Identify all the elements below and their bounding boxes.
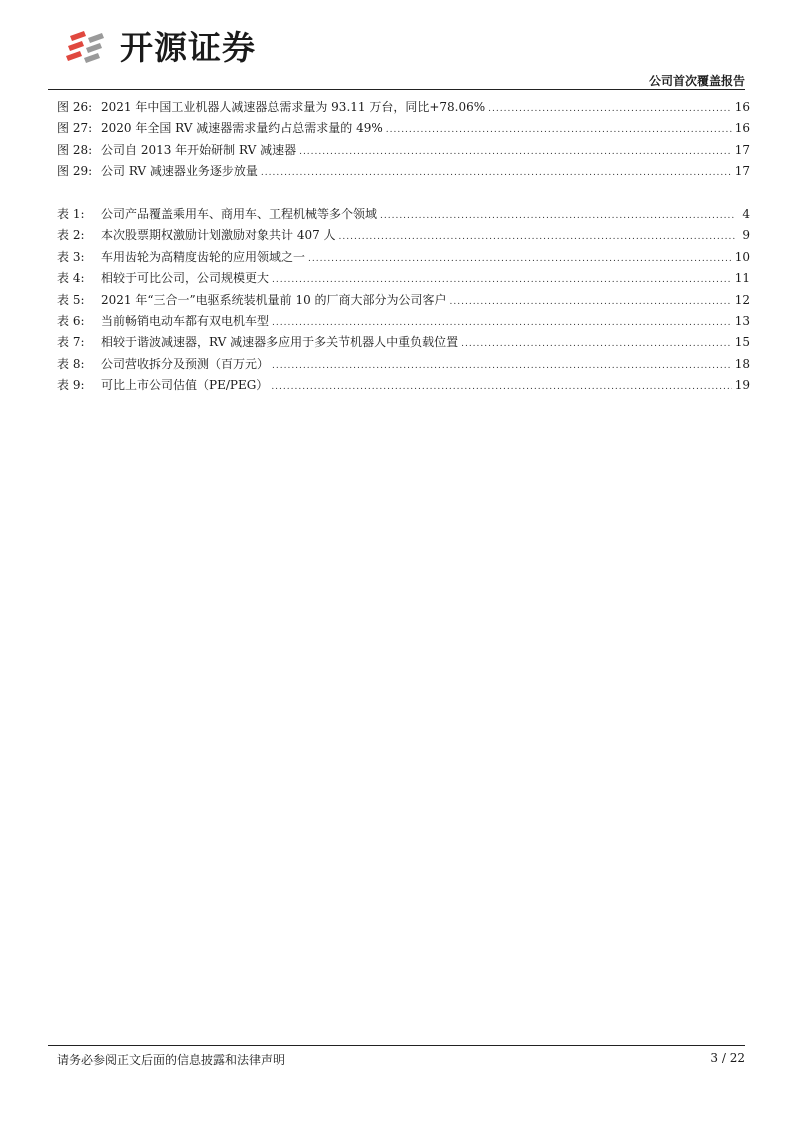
- toc-item-prefix: 表 2:: [57, 228, 85, 243]
- toc-item-page: 17: [734, 164, 750, 179]
- toc-item-page: 18: [734, 356, 750, 371]
- toc-leader-dots: [308, 249, 732, 270]
- toc-item-prefix: 表 9:: [57, 378, 85, 393]
- kaiyuan-logo-icon: [64, 28, 110, 68]
- toc-item-table-8[interactable]: [57, 354, 750, 375]
- toc-item-title: 相较于可比公司，公司规模更大: [101, 271, 270, 286]
- toc-item-prefix: 表 6:: [57, 313, 85, 328]
- toc-item-page: 19: [734, 378, 750, 393]
- toc-item-prefix: 表 5:: [57, 292, 85, 307]
- toc-item-table-4[interactable]: [57, 268, 750, 289]
- logo-text: 开源证券: [120, 28, 256, 67]
- header-divider: [48, 89, 745, 90]
- toc-item-title: 公司产品覆盖乘用车、商用车、工程机械等多个领域: [101, 207, 378, 221]
- page-number: 3 / 22: [710, 1051, 745, 1065]
- toc-item-page: 16: [734, 100, 750, 114]
- toc-item-title: 本次股票期权激励计划激励对象共计 407 人: [101, 228, 336, 243]
- toc-leader-dots: [339, 227, 735, 248]
- toc-item-prefix: 表 4:: [57, 271, 85, 286]
- toc-item-page: 13: [734, 313, 750, 328]
- table-list: [57, 204, 750, 397]
- figure-list: [57, 97, 750, 183]
- toc-item-prefix: 表 1:: [57, 207, 85, 221]
- toc-item-prefix: 图 28:: [57, 142, 93, 157]
- toc-leader-dots: [272, 270, 732, 291]
- toc-leader-dots: [299, 142, 732, 163]
- toc-leader-dots: [261, 163, 732, 184]
- brand-logo: [64, 26, 256, 70]
- toc-item-page: 17: [734, 142, 750, 157]
- toc-item-prefix: 图 29:: [57, 164, 93, 179]
- toc-item-page: 16: [734, 121, 750, 136]
- toc-leader-dots: [380, 206, 735, 227]
- toc-leader-dots: [461, 334, 732, 355]
- toc-item-prefix: 图 26:: [57, 100, 93, 114]
- toc-item-table-6[interactable]: [57, 311, 750, 332]
- toc-leader-dots: [386, 120, 732, 141]
- toc-leader-dots: [272, 356, 732, 377]
- toc-leader-dots: [488, 99, 732, 120]
- toc-leader-dots: [450, 292, 732, 313]
- toc-item-title: 2021 年中国工业机器人减速器总需求量为 93.11 万台，同比+78.06%: [101, 100, 486, 114]
- toc-item-figure-27[interactable]: [57, 118, 750, 139]
- report-type-label: 公司首次覆盖报告: [648, 74, 745, 88]
- footer-disclaimer: 请务必参阅正文后面的信息披露和法律声明: [57, 1053, 286, 1067]
- toc-item-figure-26[interactable]: [57, 97, 750, 118]
- toc-item-title: 当前畅销电动车都有双电机车型: [101, 313, 270, 328]
- toc-item-page: 15: [734, 335, 750, 350]
- toc-item-table-1[interactable]: [57, 204, 750, 225]
- toc-item-page: 12: [734, 292, 750, 307]
- toc-item-title: 可比上市公司估值（PE/PEG）: [101, 378, 269, 393]
- toc-item-title: 相较于谐波减速器，RV 减速器多应用于多关节机器人中重负载位置: [101, 335, 459, 350]
- toc-item-table-9[interactable]: [57, 375, 750, 396]
- toc-item-title: 车用齿轮为高精度齿轮的应用领域之一: [101, 249, 306, 264]
- toc-item-page: 11: [734, 271, 750, 286]
- toc-leader-dots: [271, 377, 731, 398]
- toc-item-table-5[interactable]: [57, 290, 750, 311]
- toc-item-figure-29[interactable]: [57, 161, 750, 182]
- footer-divider: [48, 1045, 745, 1046]
- toc-item-prefix: 表 7:: [57, 335, 85, 350]
- toc-item-title: 公司 RV 减速器业务逐步放量: [101, 164, 258, 179]
- toc-item-prefix: 表 3:: [57, 249, 85, 264]
- toc-item-page: 4: [742, 207, 750, 221]
- toc-item-table-2[interactable]: [57, 225, 750, 246]
- toc-leader-dots: [272, 313, 732, 334]
- toc-item-title: 公司营收拆分及预测（百万元）: [101, 356, 270, 371]
- toc-item-title: 公司自 2013 年开始研制 RV 减速器: [101, 142, 297, 157]
- toc-item-figure-28[interactable]: [57, 140, 750, 161]
- toc-item-table-3[interactable]: [57, 247, 750, 268]
- toc-item-page: 10: [734, 249, 750, 264]
- toc-item-table-7[interactable]: [57, 332, 750, 353]
- toc-item-prefix: 图 27:: [57, 121, 93, 136]
- toc-item-page: 9: [742, 228, 750, 243]
- toc-item-title: 2021 年“三合一”电驱系统装机量前 10 的厂商大部分为公司客户: [101, 292, 447, 307]
- toc-item-prefix: 表 8:: [57, 356, 85, 371]
- toc-item-title: 2020 年全国 RV 减速器需求量约占总需求量的 49%: [101, 121, 383, 136]
